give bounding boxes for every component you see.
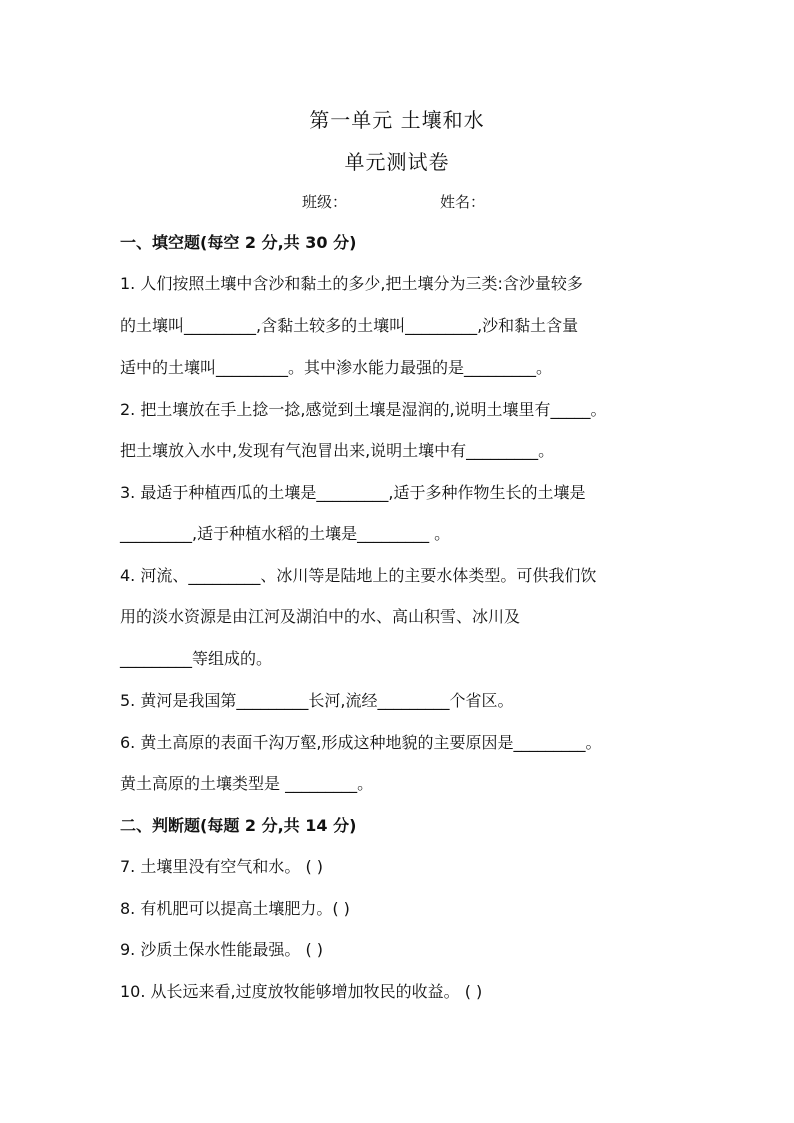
test-title: 单元测试卷 xyxy=(344,150,450,174)
question-line: 2. 把土壤放在手上捻一捻,感觉到土壤是湿润的,说明土壤里有_____。 xyxy=(120,400,607,419)
unit-title: 第一单元 土壤和水 xyxy=(309,108,485,132)
question-line: 3. 最适于种植西瓜的土壤是_________,适于多种作物生长的土壤是 xyxy=(120,483,586,502)
judgment-question: 9. 沙质土保水性能最强。 ( ) xyxy=(120,940,324,959)
question-line: 的土壤叫_________,含黏土较多的土壤叫_________,沙和黏土含量 xyxy=(120,316,579,335)
judgment-question: 7. 土壤里没有空气和水。 ( ) xyxy=(120,857,324,876)
section1-heading: 一、填空题(每空 2 分,共 30 分) xyxy=(120,233,357,252)
judgment-question: 10. 从长远来看,过度放牧能够增加牧民的收益。 ( ) xyxy=(120,982,483,1001)
section2-heading: 二、判断题(每题 2 分,共 14 分) xyxy=(120,816,357,835)
name-label: 姓名： xyxy=(440,193,486,211)
judgment-question: 8. 有机肥可以提高土壤肥力。( ) xyxy=(120,899,350,918)
question-line: 6. 黄土高原的表面千沟万壑,形成这种地貌的主要原因是_________。 xyxy=(120,733,602,752)
question-line: 5. 黄河是我国第_________长河,流经_________个省区。 xyxy=(120,691,514,710)
question-line: 用的淡水资源是由江河及湖泊中的水、高山积雪、冰川及 xyxy=(120,607,521,626)
question-line: _________等组成的。 xyxy=(120,649,273,668)
question-line: 适中的土壤叫_________。其中渗水能力最强的是_________。 xyxy=(120,358,553,377)
question-line: _________,适于种植水稻的土壤是_________ 。 xyxy=(120,524,451,543)
class-label: 班级： xyxy=(302,193,348,211)
question-line: 把土壤放入水中,发现有气泡冒出来,说明土壤中有_________。 xyxy=(120,441,555,460)
question-line: 1. 人们按照土壤中含沙和黏土的多少,把土壤分为三类:含沙量较多 xyxy=(120,274,583,293)
question-line: 4. 河流、_________、冰川等是陆地上的主要水体类型。可供我们饮 xyxy=(120,566,597,585)
question-line: 黄土高原的土壤类型是 _________。 xyxy=(120,774,374,793)
